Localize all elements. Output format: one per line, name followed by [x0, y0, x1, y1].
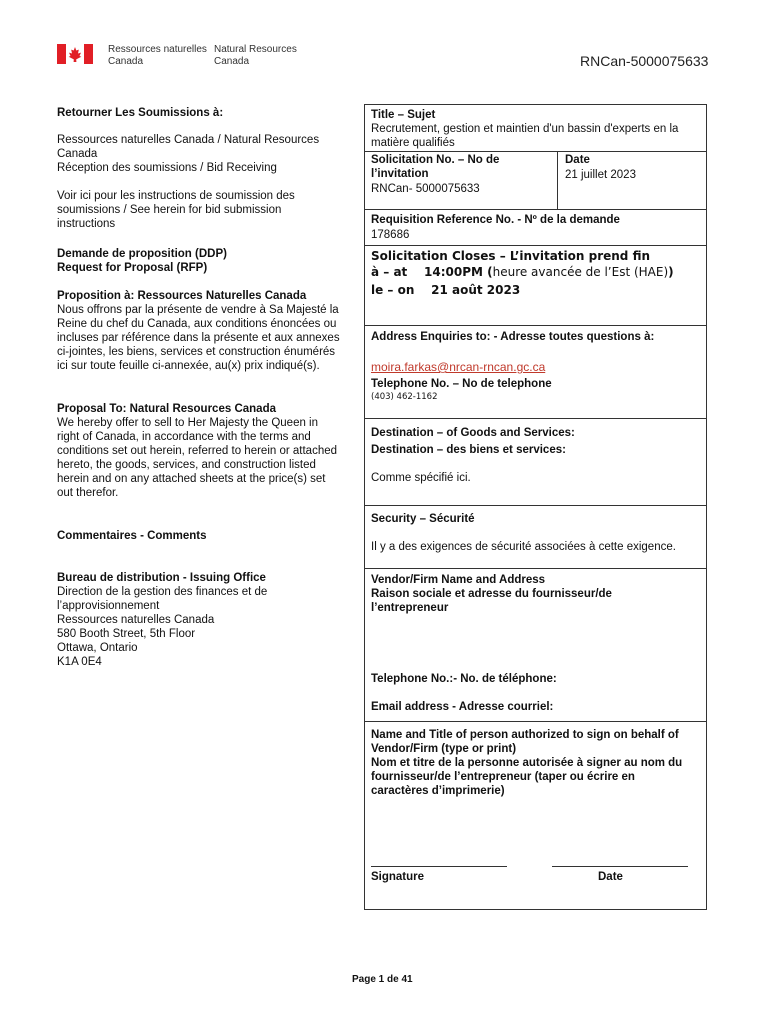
page-number: Page 1 de 41 — [352, 974, 413, 985]
canada-flag-icon — [57, 44, 93, 64]
telephone-value: (403) 462-1162 — [371, 392, 438, 402]
date-line[interactable] — [552, 866, 688, 867]
closes-date: le – on 21 août 2023 — [371, 283, 521, 297]
signature-label: Signature — [371, 871, 425, 883]
divider — [364, 325, 707, 326]
divider — [557, 151, 558, 209]
date-value: 21 juillet 2023 — [565, 169, 636, 181]
divider — [364, 721, 707, 722]
sign-date-label: Date — [598, 871, 623, 883]
proposal-fr-title: Proposition à: Ressources Naturelles Canada — [57, 290, 307, 302]
vendor-phone-label: Telephone No.:- No. de téléphone: — [371, 673, 557, 685]
destination-value: Comme spécifié ici. — [371, 472, 471, 484]
divider — [364, 151, 707, 152]
issuing-office-title: Bureau de distribution - Issuing Office — [57, 572, 266, 584]
issuing-office-address: Direction de la gestion des finances et de l’approvisionnement Ressources naturelles Canada 580 Booth Street, 5th Floor Ottawa, Ontario K1A 0E4 — [57, 586, 268, 668]
return-address: Ressources naturelles Canada / Natural Resources Canada Réception des soumissions / Bid Receiving — [57, 134, 320, 174]
comments-title: Commentaires - Comments — [57, 530, 207, 542]
department-name-fr: Ressources naturelles Canada — [108, 44, 207, 67]
return-submissions-title: Retourner Les Soumissions à: — [57, 107, 224, 119]
divider — [364, 418, 707, 419]
proposal-en-text: We hereby offer to sell to Her Majesty the Queen in right of Canada, in accordance with the terms and conditions set out herein, referred to herein or attached hereto, the goods, services, and construction listed herein and on any attached sheets at the price(s) set out therefor. — [57, 417, 338, 499]
solicitation-value: RNCan- 5000075633 — [371, 183, 480, 195]
divider — [364, 209, 707, 210]
date-label: Date — [565, 154, 590, 166]
authorized-signer-label: Name and Title of person authorized to sign on behalf of Vendor/Firm (type or print) Nom et titre de la personne autorisée à signer au nom du fournisseur/de l’entrepreneur (taper ou écrire en caractères d’imprimerie) — [371, 729, 683, 797]
submission-instructions: Voir ici pour les instructions de soumission des soumissions / See herein for bid submission instructions — [57, 190, 295, 230]
closes-time — [371, 265, 674, 280]
requisition-value: 178686 — [371, 229, 410, 241]
closes-time-suffix: ) — [668, 265, 674, 279]
proposal-fr-text: Nous offrons par la présente de vendre à Sa Majesté la Reine du chef du Canada, aux conditions énoncées ou incluses par référence dans la présente et aux annexes ci-jointes, les biens, services et construction énumérés ici sur toute feuille ci-annexée, au(x) prix indiqué(s). — [57, 304, 340, 372]
telephone-label: Telephone No. – No de telephone — [371, 378, 552, 390]
destination-label-en: Destination – of Goods and Services: — [371, 427, 575, 439]
title-value: Recrutement, gestion et maintien d'un bassin d'experts en la matière qualifiés — [371, 123, 679, 149]
vendor-email-label: Email address - Adresse courriel: — [371, 701, 554, 713]
requisition-label: Requisition Reference No. - Nº de la demande — [371, 214, 620, 226]
closes-timezone: heure avancée de l’Est (HAE) — [492, 265, 669, 279]
enquiries-label: Address Enquiries to: - Adresse toutes questions à: — [371, 331, 655, 343]
vendor-label: Vendor/Firm Name and Address Raison sociale et adresse du fournisseur/de l’entrepreneur — [371, 574, 612, 614]
divider — [364, 505, 707, 506]
rfp-title: Demande de proposition (DDP) Request for Proposal (RFP) — [57, 248, 227, 274]
closes-label: Solicitation Closes – L’invitation prend fin — [371, 249, 651, 263]
solicitation-label: Solicitation No. – No de l’invitation — [371, 154, 500, 180]
divider — [364, 568, 707, 569]
proposal-en-title: Proposal To: Natural Resources Canada — [57, 403, 276, 415]
document-number: RNCan-5000075633 — [580, 53, 709, 69]
destination-label-fr: Destination – des biens et services: — [371, 444, 566, 456]
divider — [364, 245, 707, 246]
enquiries-email-link[interactable]: moira.farkas@nrcan-rncan.gc.ca — [371, 360, 546, 374]
title-label: Title – Sujet — [371, 109, 436, 121]
signature-line[interactable] — [371, 866, 507, 867]
department-name-en: Natural Resources Canada — [214, 44, 297, 67]
security-label: Security – Sécurité — [371, 513, 475, 525]
security-value: Il y a des exigences de sécurité associées à cette exigence. — [371, 541, 676, 553]
closes-time-prefix: à – at 14:00PM ( — [371, 265, 493, 279]
